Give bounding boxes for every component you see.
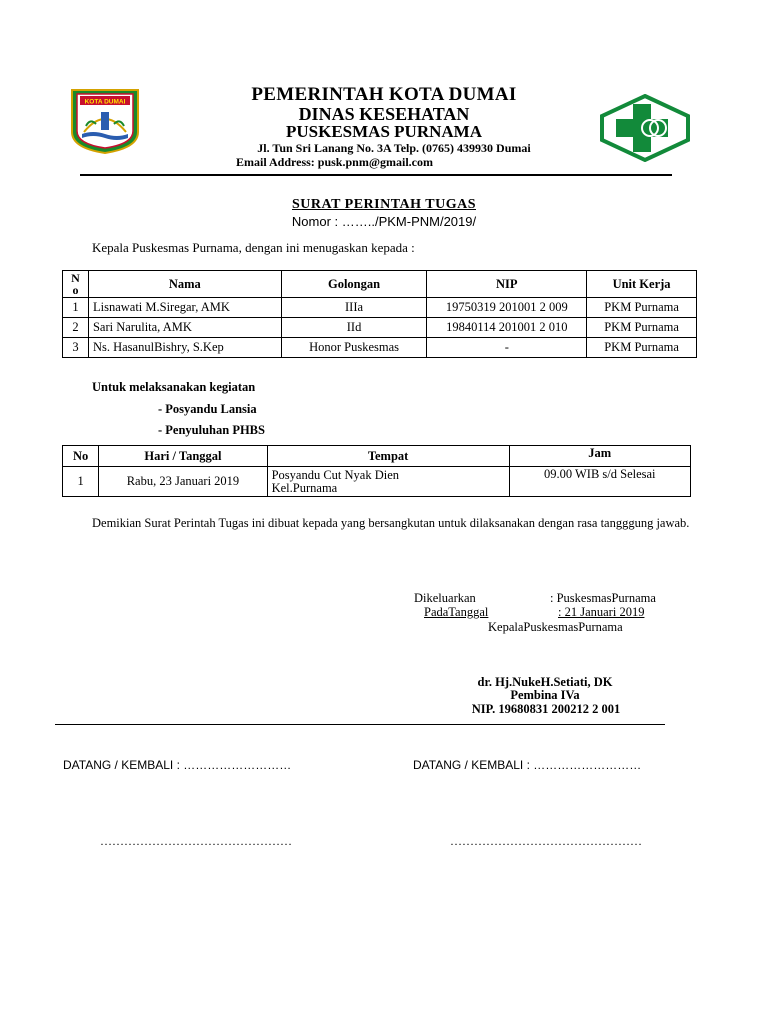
table-row [63,298,697,318]
issued-value: : PuskesmasPurnama [550,591,656,605]
arrival-right: DATANG / KEMBALI : ……………………… [413,758,642,772]
cell-nama: Ns. HasanulBishry, S.Kep [88,338,281,358]
cell-golongan: IIIa [281,298,427,318]
activity-item: - Posyandu Lansia [158,402,257,416]
cell-unit: PKM Purnama [587,338,697,358]
table-row [63,338,697,358]
signer-position: KepalaPuskesmasPurnama [488,620,623,634]
cell-no: 2 [63,318,89,338]
cell-golongan: Honor Puskesmas [281,338,427,358]
cell-nip: - [427,338,587,358]
header-no-text: N o [71,271,80,297]
place-line: Kel.Purnama [271,480,338,495]
letter-intro: Kepala Puskesmas Purnama, dengan ini menugaskan kepada : [92,240,415,255]
header-address: Jl. Tun Sri Lanang No. 3A Telp. (0765) 439930 Dumai [257,141,531,155]
arrival-left: DATANG / KEMBALI : ……………………… [63,758,292,772]
closing-text: Demikian Surat Perintah Tugas ini dibuat kepada yang bersangkutan untuk dilaksanakan dengan rasa tangggung jawab. [92,516,690,530]
cell-nip: 19750319 201001 2 009 [427,298,587,318]
signature-line-left: ………………………………………… [100,834,292,848]
date-value: : 21 Januari 2019 [558,605,645,619]
header-no [63,271,89,298]
signer-nip: NIP. 19680831 200212 2 001 [471,702,621,716]
cell-unit: PKM Purnama [587,298,697,318]
cell-place [267,467,509,497]
header-unit: PUSKESMAS PURNAMA [286,122,482,141]
cell-time: 09.00 WIB s/d Selesai [509,467,690,497]
cell-unit: PKM Purnama [587,318,697,338]
schedule-table-header [63,446,691,467]
table-row [63,467,691,497]
header-golongan: Golongan [281,271,427,298]
date-label: PadaTanggal [424,605,489,619]
activity-item: - Penyuluhan PHBS [158,423,265,437]
cell-golongan: IId [281,318,427,338]
place-line: Posyandu Cut Nyak Dien [271,467,400,482]
header-email: Email Address: pusk.pnm@gmail.com [236,155,433,169]
signer-name: dr. Hj.NukeH.Setiati, DK [477,675,613,689]
header-dept: DINAS KESEHATAN [298,104,470,124]
letter-title-text: SURAT PERINTAH TUGAS [291,197,476,212]
cell-no: 3 [63,338,89,358]
header-unit-kerja: Unit Kerja [587,271,697,298]
footer-divider [55,724,665,725]
header-no: No [63,446,99,467]
header-time: Jam [509,446,690,467]
activities-heading: Untuk melaksanakan kegiatan [92,380,256,394]
header-date: Hari / Tanggal [99,446,267,467]
header-nip: NIP [427,271,587,298]
header-nama: Nama [88,271,281,298]
letter-number: Nomor : ……../PKM-PNM/2019/ [291,214,477,229]
cell-no: 1 [63,298,89,318]
cell-nama: Sari Narulita, AMK [88,318,281,338]
staff-table-header [63,271,697,298]
cell-nip: 19840114 201001 2 010 [427,318,587,338]
issued-label: Dikeluarkan [414,591,476,605]
staff-table [62,270,697,358]
signature-line-right: ………………………………………… [450,834,642,848]
cell-nama: Lisnawati M.Siregar, AMK [88,298,281,318]
letter-title [0,197,768,213]
cell-date: Rabu, 23 Januari 2019 [99,467,267,497]
header-place: Tempat [267,446,509,467]
cell-no: 1 [63,467,99,497]
table-row [63,318,697,338]
signer-rank: Pembina IVa [510,688,580,702]
logo-left-text: KOTA DUMAI [84,98,126,106]
schedule-table [62,445,691,497]
header-divider [80,174,672,176]
header-gov: PEMERINTAH KOTA DUMAI [251,84,517,105]
